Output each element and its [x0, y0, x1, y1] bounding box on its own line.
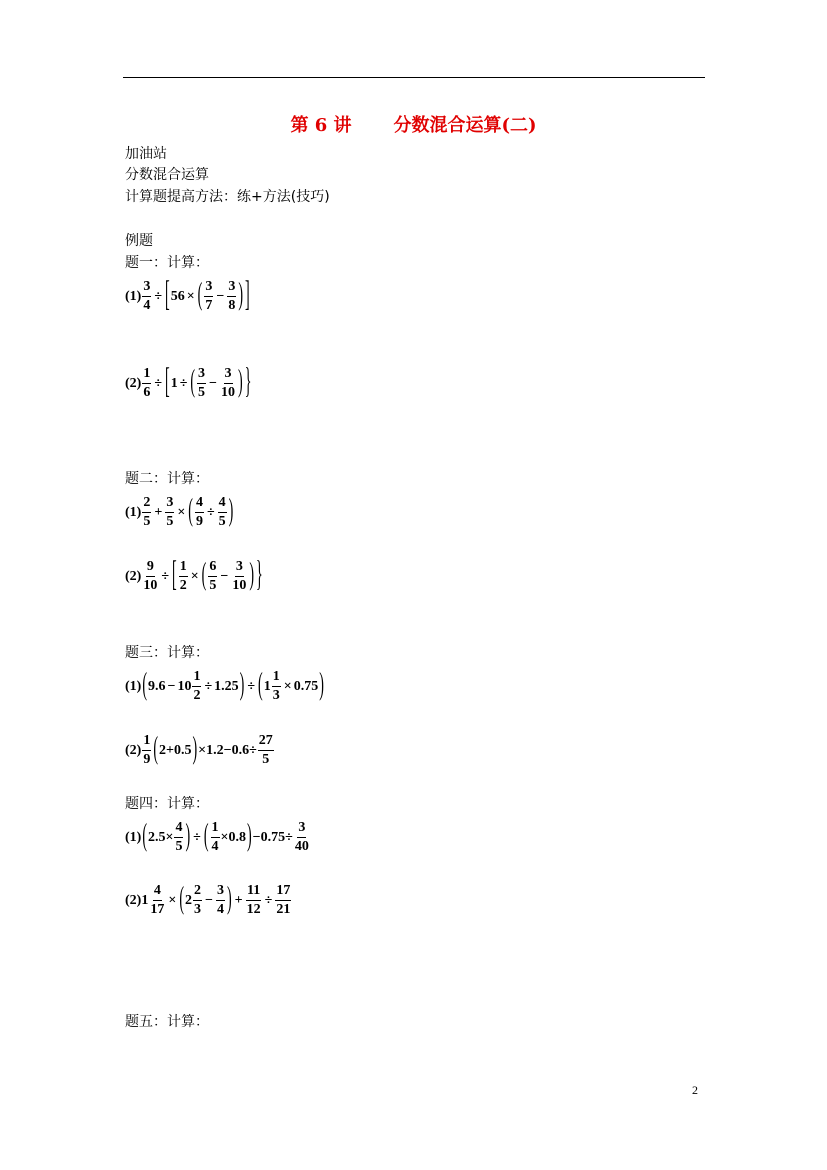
problem-q1-1: [125, 275, 251, 315]
fraction: $\frac{1}{9}$: [143, 733, 151, 767]
operator: −: [220, 568, 229, 584]
section-heading-q3: 题三：计算：: [125, 645, 209, 661]
problem-q2-1: [125, 496, 234, 529]
paren-open: (: [258, 668, 263, 703]
bracket-open: [: [165, 275, 170, 315]
operator: ÷: [247, 678, 256, 694]
paren-open: (: [142, 819, 147, 854]
paren-close: ): [249, 558, 254, 593]
expression: 2+0.5: [159, 742, 192, 758]
fraction: $\frac{3}{40}$: [294, 820, 309, 854]
operator: ×: [283, 678, 292, 694]
paren-open: (: [201, 558, 207, 593]
operator: ÷: [206, 504, 215, 520]
operator: ×: [190, 568, 199, 584]
expression: ×0.8: [220, 829, 246, 845]
operator: ÷: [154, 288, 163, 304]
fraction: $\frac{2}{3}$: [193, 883, 201, 917]
header-rule: [123, 77, 705, 78]
operator: ×: [168, 892, 177, 908]
operator: ÷: [161, 568, 170, 584]
expression: 2.5×: [148, 829, 174, 845]
paren-open: (: [188, 494, 193, 529]
expression: −0.75÷: [252, 829, 293, 845]
fraction: $\frac{3}{5}$: [198, 366, 206, 400]
brace-close: }: [256, 555, 263, 595]
fraction: $\frac{3}{10}$: [221, 366, 236, 400]
operator: −: [167, 678, 176, 694]
operator: ÷: [264, 892, 273, 908]
section-heading-q1: 题一：计算：: [125, 255, 209, 271]
paren-close: ): [226, 882, 232, 917]
paren-close: ): [239, 668, 245, 703]
paren-close: ): [228, 494, 234, 529]
fraction: $\frac{1}{2}$: [179, 559, 187, 593]
operator: ×: [177, 504, 186, 520]
paren-open: (: [142, 668, 147, 703]
fraction: $\frac{1}{3}$: [272, 669, 280, 703]
fraction: $\frac{2}{5}$: [143, 495, 151, 529]
page-title: [0, 111, 827, 137]
intro-line: 计算题提高方法：练+方法(技巧): [125, 189, 330, 205]
fraction: $\frac{3}{4}$: [216, 883, 224, 917]
paren-open: (: [153, 732, 158, 767]
fraction: $\frac{11}{12}$: [246, 883, 261, 917]
bracket-open: [: [165, 362, 170, 402]
problem-label: (1): [125, 288, 142, 304]
title-lesson: 第 6 讲: [290, 115, 352, 136]
example-heading: 例题: [125, 233, 153, 249]
number: 1: [170, 375, 178, 391]
section-heading-q4: 题四：计算：: [125, 796, 209, 812]
mixed-whole: 2: [184, 892, 192, 908]
paren-close: ): [247, 819, 252, 854]
problem-label: (1): [125, 829, 142, 845]
problem-label: (1): [125, 504, 142, 520]
fraction: $\frac{1}{4}$: [211, 820, 219, 854]
bracket-close: ]: [245, 275, 250, 315]
fraction: $\frac{4}{9}$: [195, 495, 203, 529]
operator: ÷: [193, 829, 201, 845]
problem-q3-1: [125, 670, 325, 703]
operator: +: [234, 892, 243, 908]
number: 1.25: [214, 678, 239, 694]
fraction: $\frac{4}{17}$: [150, 883, 165, 917]
paren-close: ): [319, 668, 324, 703]
problem-label: (2): [125, 568, 142, 584]
operator: ×: [186, 288, 195, 304]
paren-close: ): [185, 819, 191, 854]
brace-close: }: [244, 362, 252, 402]
paren-close: ): [238, 365, 243, 400]
problem-q4-2: [125, 884, 292, 917]
number: 0.75: [293, 678, 319, 694]
fraction: $\frac{4}{5}$: [218, 495, 226, 529]
fraction: $\frac{27}{5}$: [258, 733, 273, 767]
operator: ÷: [154, 375, 163, 391]
paren-close: ): [192, 732, 198, 767]
fraction: $\frac{1}{6}$: [143, 366, 151, 400]
mixed-whole: 1: [141, 892, 149, 908]
section-heading-q5: 题五：计算：: [125, 1014, 209, 1030]
problem-q1-2: [125, 362, 252, 402]
fraction: $\frac{17}{21}$: [276, 883, 291, 917]
section-heading-q2: 题二：计算：: [125, 471, 209, 487]
fraction: $\frac{3}{4}$: [143, 279, 151, 313]
problem-label: (2): [125, 892, 142, 908]
operator: ÷: [179, 375, 188, 391]
paren-open: (: [190, 365, 196, 400]
operator: −: [216, 288, 225, 304]
operator: −: [204, 892, 213, 908]
fraction: $\frac{3}{5}$: [166, 495, 174, 529]
problem-q2-2: [125, 555, 264, 595]
fraction: $\frac{3}{7}$: [205, 279, 213, 313]
problem-label: (1): [125, 678, 142, 694]
number: 56: [170, 288, 185, 304]
paren-open: (: [197, 278, 203, 313]
fraction: $\frac{3}{8}$: [228, 279, 236, 313]
problem-q4-1: [125, 821, 311, 854]
page-number: 2: [692, 1083, 698, 1097]
problem-label: (2): [125, 375, 142, 391]
number: 9.6: [148, 678, 166, 694]
intro-line: 分数混合运算: [125, 167, 209, 183]
paren-close: ): [238, 278, 243, 313]
fraction: $\frac{6}{5}$: [209, 559, 217, 593]
problem-q3-2: [125, 734, 275, 767]
intro-line: 加油站: [125, 146, 167, 162]
problem-label: (2): [125, 742, 142, 758]
title-topic: 分数混合运算(二): [393, 115, 537, 136]
fraction: $\frac{1}{2}$: [193, 669, 201, 703]
fraction: $\frac{4}{5}$: [175, 820, 183, 854]
paren-open: (: [179, 882, 184, 917]
paren-open: (: [203, 819, 209, 854]
bracket-open: [: [172, 555, 177, 595]
mixed-whole: 1: [263, 678, 271, 694]
operator: −: [209, 375, 218, 391]
fraction: $\frac{3}{10}$: [232, 559, 247, 593]
expression: ×1.2−0.6÷: [198, 742, 257, 758]
operator: ÷: [204, 678, 213, 694]
fraction: $\frac{9}{10}$: [143, 559, 158, 593]
operator: +: [154, 504, 163, 520]
mixed-whole: 10: [177, 678, 192, 694]
